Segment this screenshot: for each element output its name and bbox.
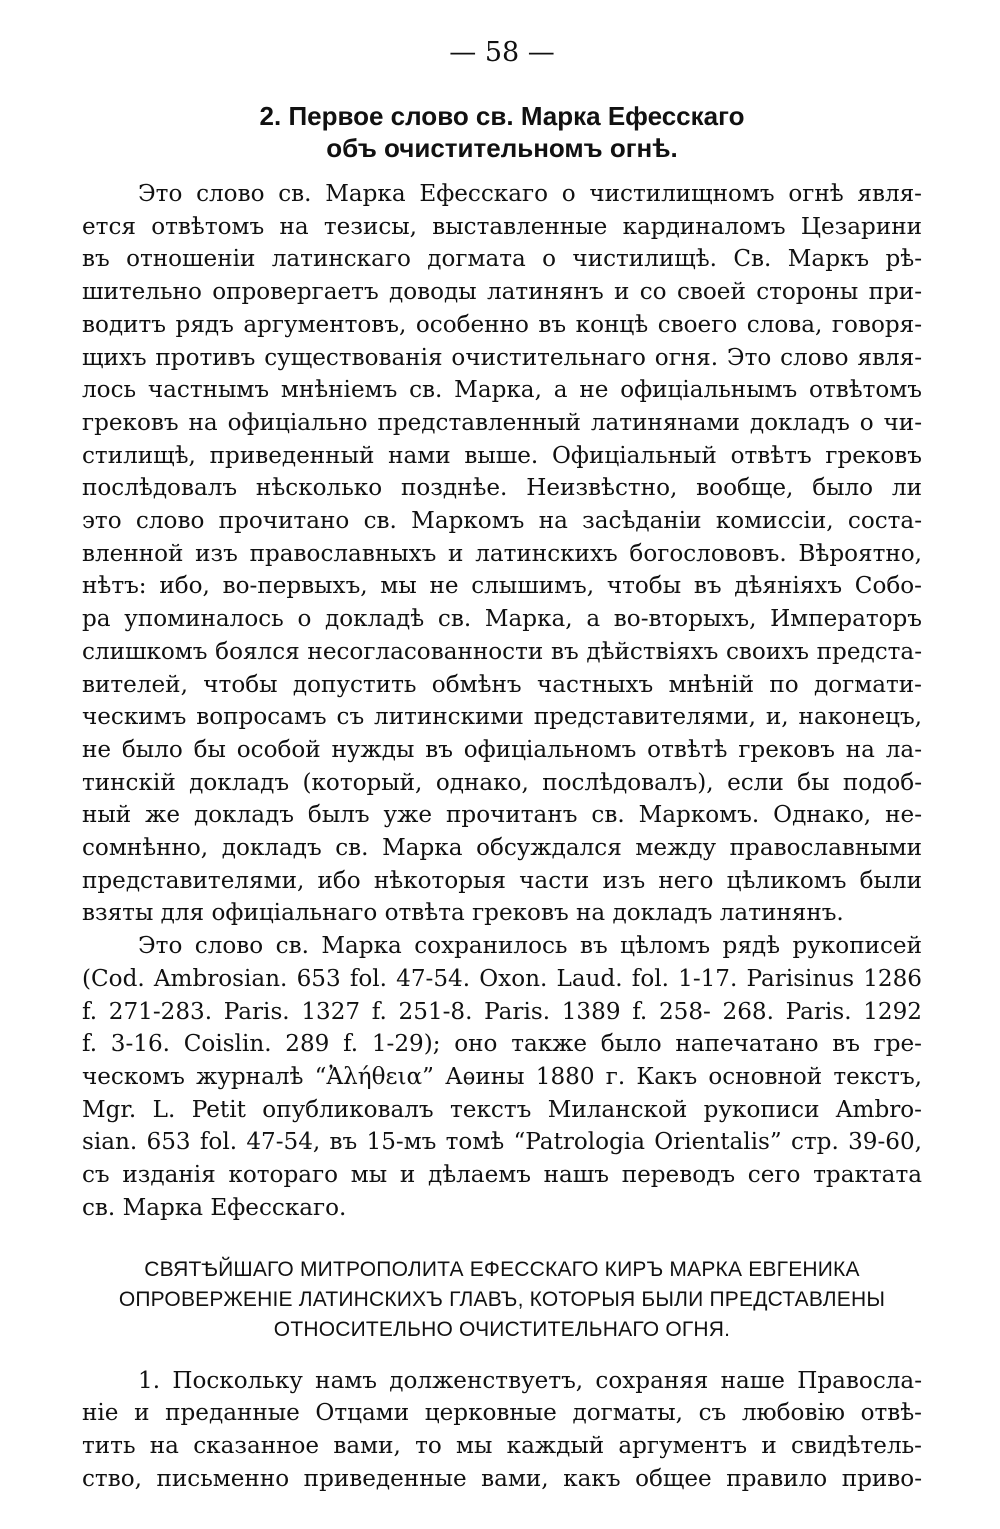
text-line: не было бы особой нужды въ офиціальномъ отвѣтѣ грековъ на ла- (82, 736, 922, 763)
text-line: 1. Поскольку намъ долженствуетъ, сохраняя наше Правосла- (138, 1367, 922, 1394)
text-line: тинскій докладъ (который, однако, послѣдовалъ), если бы подоб- (82, 769, 922, 796)
text-line: вителей, чтобы допустить обмѣнъ частныхъ мнѣній по догмати- (82, 671, 922, 698)
text-line: представителями, ибо нѣкоторыя части изъ него цѣликомъ были (82, 867, 922, 894)
text-line: f. 271-283. Paris. 1327 f. 251-8. Paris. 1389 f. 258- 268. Paris. 1292 (82, 998, 922, 1025)
text-line: грековъ на офиціально представленный латинянами докладъ о чи- (82, 409, 922, 436)
text-line: (Cod. Ambrosian. 653 fol. 47-54. Oxon. Laud. fol. 1-17. Parisinus 1286 (82, 965, 922, 992)
treatise-title (82, 1255, 922, 1345)
text-line: Это слово св. Марка Ефесскаго о чистилищномъ огнѣ явля- (138, 181, 922, 207)
text-line: слишкомъ боялся несогласованности въ дѣйствіяхъ своихъ предста- (82, 638, 922, 665)
text-line: вленной изъ православныхъ и латинскихъ богослововъ. Вѣроятно, (82, 540, 922, 567)
text-line: ніе и преданные Отцами церковные догматы, съ любовію отвѣ- (82, 1400, 922, 1427)
section-heading (82, 100, 922, 164)
treatise-title-line-2: ОПРОВЕРЖЕНІЕ ЛАТИНСКИХЪ ГЛАВЪ, КОТОРЫЯ БЫЛИ ПРЕДСТАВЛЕНЫ (118, 1287, 886, 1311)
text-line: sian. 653 fol. 47-54, въ 15-мъ томѣ “Patrologia Orientalis” стр. 39-60, (82, 1129, 922, 1156)
text-line: ра упоминалось о докладѣ св. Марка, а во-вторыхъ, Императоръ (82, 606, 922, 633)
text-line: взяты для офиціальнаго отвѣта грековъ на докладъ латинянъ. (82, 900, 844, 927)
text-line: Это слово св. Марка сохранилось въ цѣломъ рядѣ рукописей (138, 933, 922, 960)
text-line: Mgr. L. Petit опубликовалъ текстъ Миланской рукописи Ambro- (82, 1096, 922, 1123)
book-page (82, 36, 922, 1495)
text-line: водитъ рядъ аргументовъ, особенно въ концѣ своего слова, говоря- (82, 311, 922, 338)
text-line: съ изданія котораго мы и дѣлаемъ нашъ переводъ сего трактата (82, 1162, 922, 1189)
section-heading-line-2: объ очистительномъ огнѣ. (326, 133, 678, 163)
text-line: сомнѣнно, докладъ св. Марка обсуждался между православными (82, 835, 922, 862)
text-line: это слово прочитано св. Маркомъ на засѣданіи комиссіи, соста- (82, 508, 922, 535)
paragraph-treatise-start (82, 1365, 922, 1496)
treatise-title-line-3: ОТНОСИТЕЛЬНО ОЧИСТИТЕЛЬНАГО ОГНЯ. (273, 1317, 731, 1341)
text-line: ный же докладъ былъ уже прочитанъ св. Маркомъ. Однако, не- (82, 802, 922, 829)
section-heading-line-1: 2. Первое слово св. Марка Ефесскаго (259, 101, 745, 131)
page-number: — 58 — (449, 37, 555, 68)
text-line: ческомъ журналѣ “Ἀλήθεια” Аѳины 1880 г. Какъ основной текстъ, (82, 1063, 922, 1090)
text-line: f. 3-16. Coislin. 289 f. 1-29); оно также было напечатано въ гре- (82, 1031, 922, 1058)
paragraph-introduction (82, 178, 922, 930)
treatise-title-line-1: СВЯТѢЙШАГО МИТРОПОЛИТА ЕФЕССКАГО КИРЪ МАРКА ЕВГЕНИКА (144, 1257, 860, 1281)
text-line: св. Марка Ефесскаго. (82, 1194, 347, 1221)
paragraph-manuscripts (82, 930, 922, 1224)
text-line: шительно опровергаетъ доводы латинянъ и со своей стороны при- (82, 279, 922, 306)
text-line: ство, письменно приведенные вами, какъ общее правило приво- (82, 1465, 922, 1492)
text-line: нѣтъ: ибо, во-первыхъ, мы не слышимъ, чтобы въ дѣяніяхъ Собо- (82, 573, 922, 600)
text-line: стилищѣ, приведенный нами выше. Офиціальный отвѣтъ грековъ (82, 442, 922, 469)
text-line: въ отношеніи латинскаго догмата о чистилищѣ. Св. Маркъ рѣ- (82, 246, 922, 273)
text-line: щихъ противъ существованія очистительнаго огня. Это слово явля- (82, 344, 922, 371)
text-line: ческимъ вопросамъ съ литинскими представителями, и, наконецъ, (82, 704, 922, 731)
text-line: тить на сказанное вами, то мы каждый аргументъ и свидѣтель- (82, 1432, 922, 1459)
text-line: лось частнымъ мнѣніемъ св. Марка, а не офиціальнымъ отвѣтомъ (82, 377, 922, 404)
text-line: послѣдовалъ нѣсколько позднѣе. Неизвѣстно, вообще, было ли (82, 475, 922, 502)
text-line: ется отвѣтомъ на тезисы, выставленные кардиналомъ Цезарини (82, 213, 922, 240)
